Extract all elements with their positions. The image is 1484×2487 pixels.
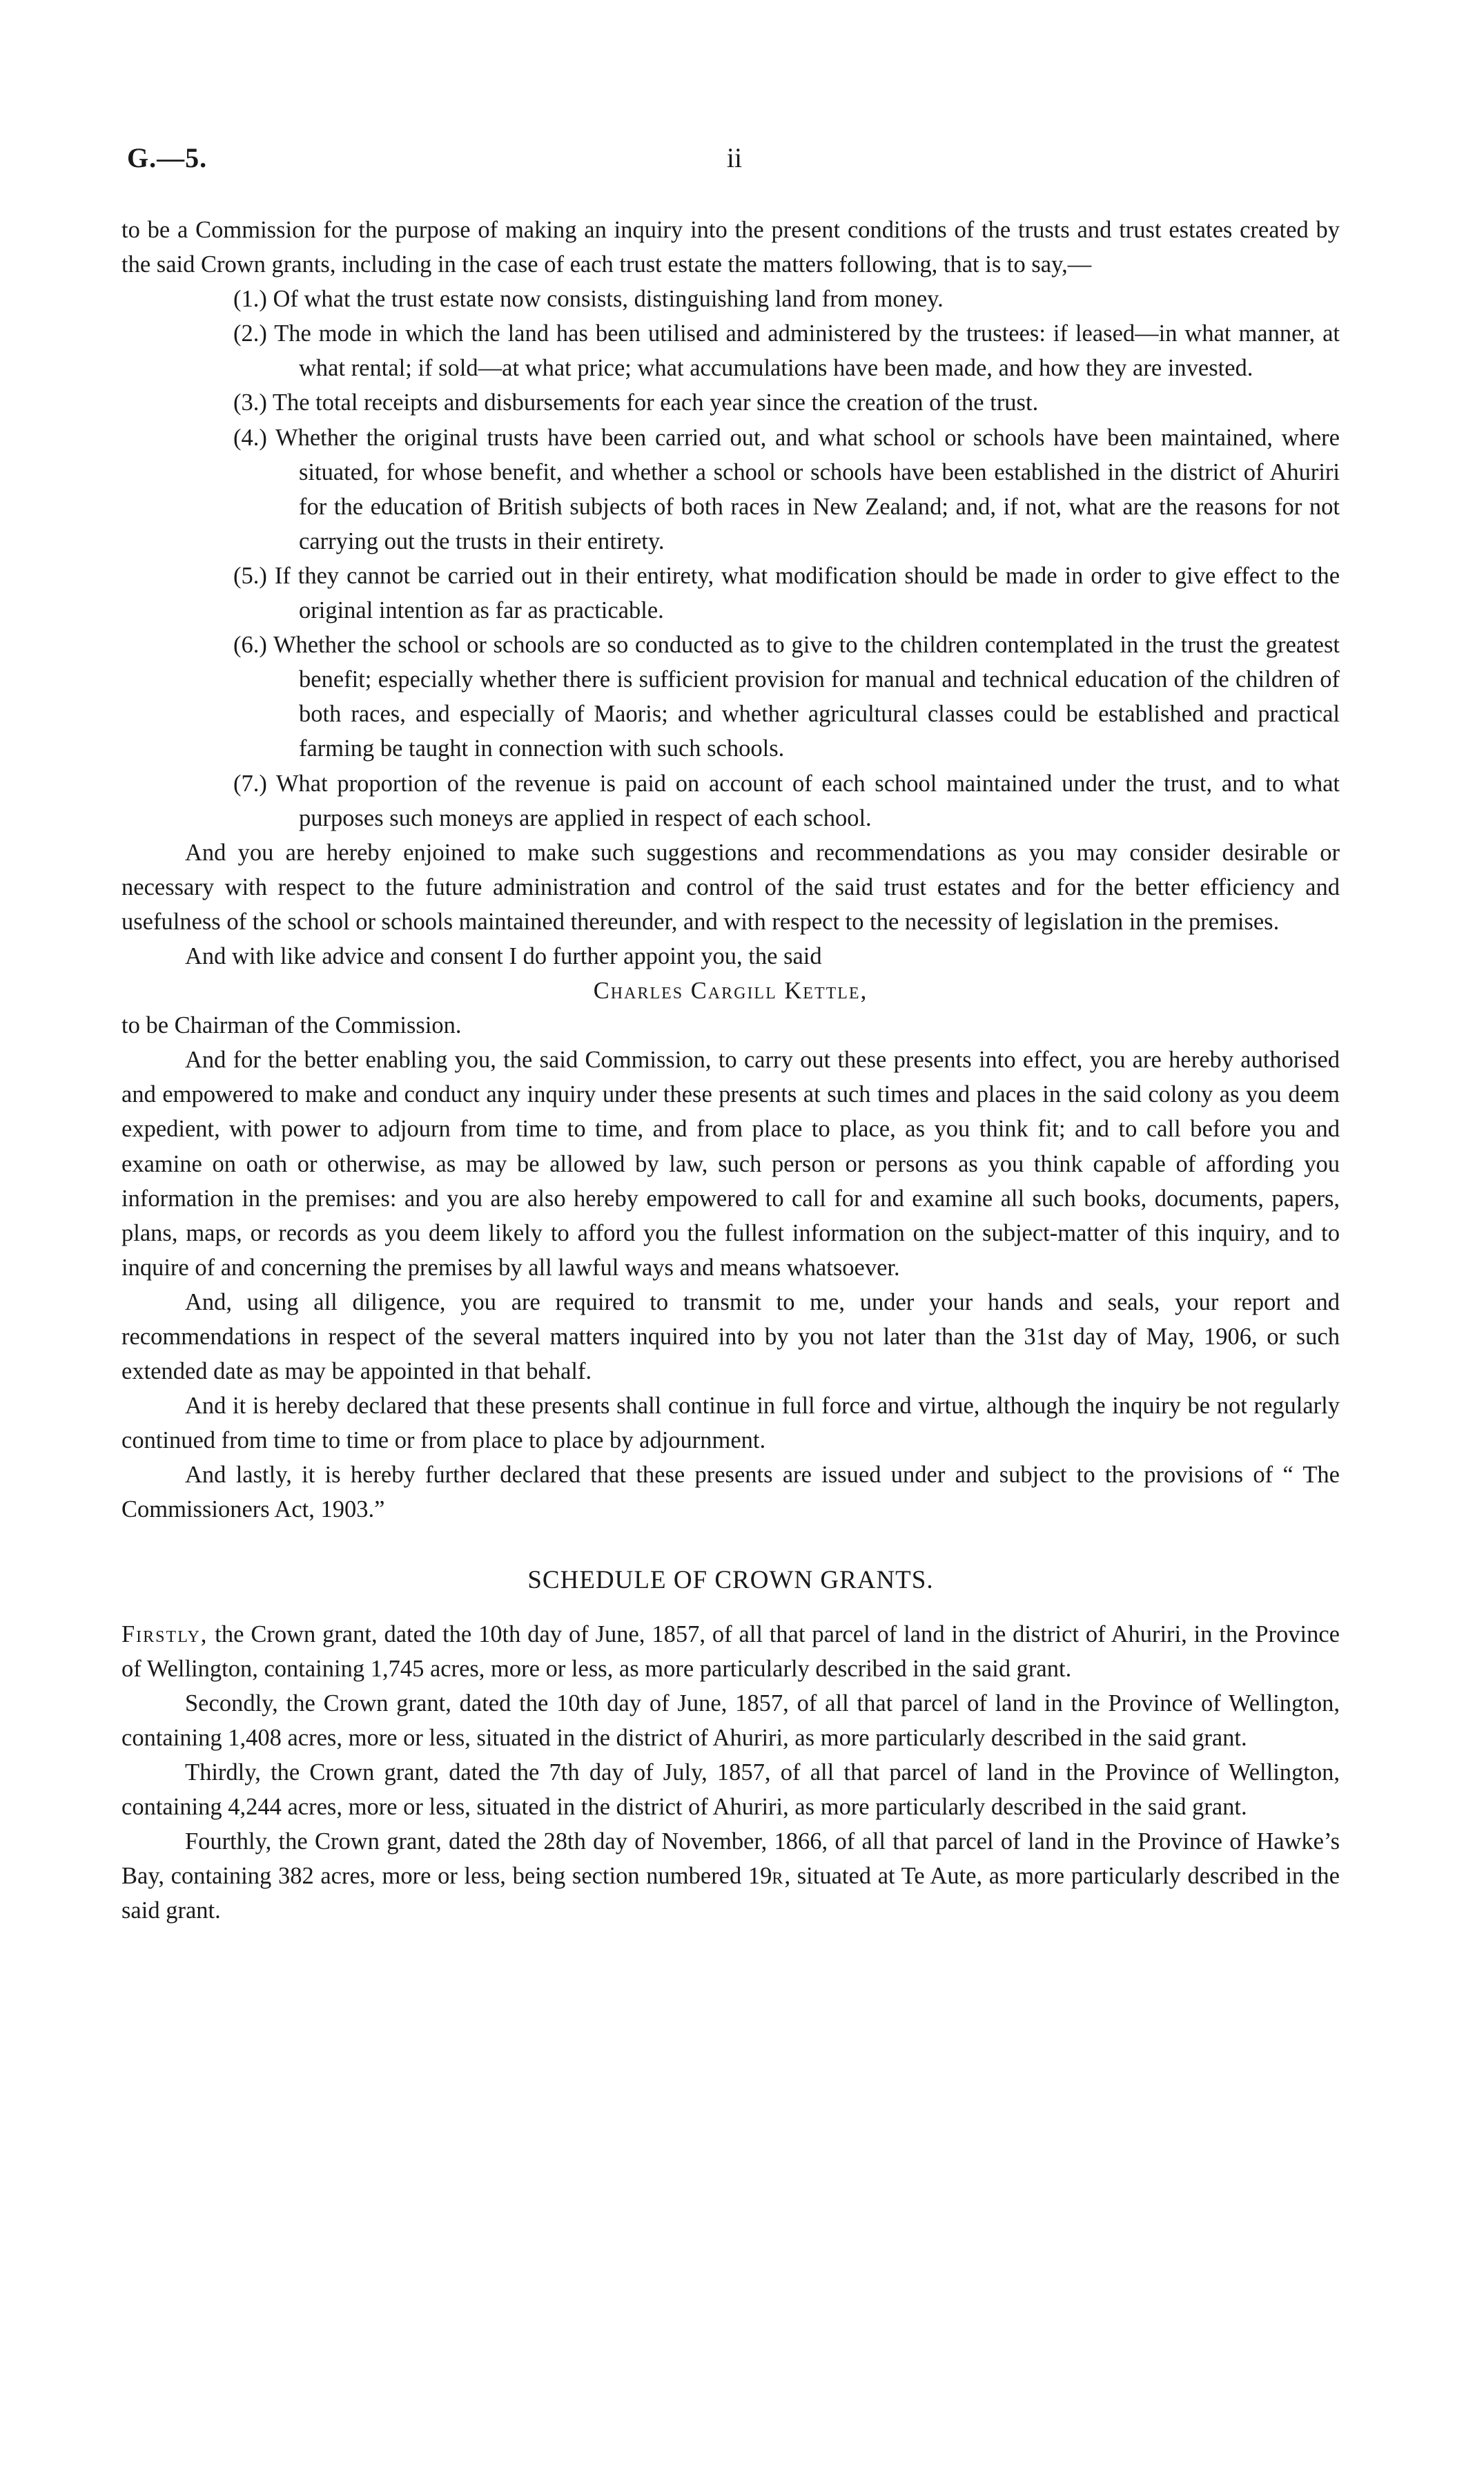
item-number: (2.)	[233, 320, 267, 347]
appoint-paragraph: And with like advice and consent I do further appoint you, the said	[185, 942, 822, 969]
fourthly-text-a: Fourthly, the Crown grant, dated the 28th day of November, 1866, of all that parcel of land in the Province of Hawke’s Bay, containing 382 acres, more or less, being section numbered 19	[121, 1828, 1340, 1890]
item-number: (4.)	[233, 424, 267, 451]
list-item	[121, 766, 1340, 835]
fourthly-text-b: , situated at Te Aute, as more particularly described in the said grant.	[121, 1863, 1340, 1924]
item-text: The total receipts and disbursements for each year since the creation of the trust.	[272, 389, 1039, 416]
lastly-paragraph: And lastly, it is hereby further declared that these presents are issued under and subject to the provisions of “ The Commissioners Act, 1903.”	[121, 1462, 1340, 1523]
list-item	[121, 282, 1340, 316]
list-item	[121, 385, 1340, 420]
chairman-name: Charles Cargill Kettle,	[593, 978, 868, 1005]
chairman-role: to be Chairman of the Commission.	[121, 1012, 462, 1039]
page-number: ii	[726, 142, 743, 173]
firstly-lead: Firstly,	[121, 1620, 208, 1647]
schedule-fourth	[121, 1824, 1340, 1928]
item-number: (7.)	[233, 770, 267, 797]
enjoined-paragraph: And you are hereby enjoined to make such suggestions and recommendations as you may consider desirable or necessary with respect to the future administration and control of the said trust estates and for the better efficiency and usefulness of the school or schools maintained thereunder, and with respect to the necessity of legislation in the premises.	[121, 839, 1340, 935]
list-item	[121, 420, 1340, 559]
schedule-third: Thirdly, the Crown grant, dated the 7th day of July, 1857, of all that parcel of land in the Province of Wellington, containing 4,244 acres, more or less, situated in the district of Ahuriri, as more particularly described in the said grant.	[121, 1759, 1340, 1821]
item-text: Of what the trust estate now consists, distinguishing land from money.	[273, 286, 944, 313]
intro-paragraph: to be a Commission for the purpose of making an inquiry into the present conditions of the trusts and trust estates created by the said Crown grants, including in the case of each trust estate the matters following, that is to say,—	[121, 217, 1340, 278]
document-body	[121, 213, 1340, 1928]
item-text: If they cannot be carried out in their entirety, what modification should be made in order to give effect to the original intention as far as practicable.	[274, 562, 1340, 624]
force-paragraph: And it is hereby declared that these presents shall continue in full force and virtue, although the inquiry be not regularly continued from time to time or from place to place by adjournment.	[121, 1393, 1340, 1454]
item-number: (5.)	[233, 562, 267, 589]
list-item	[121, 316, 1340, 385]
diligence-paragraph: And, using all diligence, you are required to transmit to me, under your hands and seals, your report and recommendations in respect of the several matters inquired into by you not later than the 31st day of May, 1906, or such extended date as may be appointed in that behalf.	[121, 1288, 1340, 1385]
schedule-heading: SCHEDULE OF CROWN GRANTS.	[527, 1565, 934, 1594]
firstly-text: the Crown grant, dated the 10th day of June, 1857, of all that parcel of land in the district of Ahuriri, in the Province of Wellington, containing 1,745 acres, more or less, as more particularly described in the said grant.	[121, 1620, 1340, 1682]
item-number: (1.)	[233, 286, 267, 313]
item-text: The mode in which the land has been utilised and administered by the trustees: if leased—in what manner, at what rental; if sold—at what price; what accumulations have been made, and how they are invested.	[274, 320, 1340, 382]
item-text: Whether the original trusts have been carried out, and what school or schools have been maintained, where situated, for whose benefit, and whether a school or schools have been established in the district of Ahuriri for the education of British subjects of both races in New Zealand; and, if not, what are the reasons for not carrying out the trusts in their entirety.	[275, 424, 1340, 554]
enabling-paragraph: And for the better enabling you, the said Commission, to carry out these presents into effect, you are hereby authorised and empowered to make and conduct any inquiry under these presents at such times and places in the said colony as you deem expedient, with power to adjourn from time to time, and from place to place, as you think fit; and to call before you and examine on oath or otherwise, as may be allowed by law, such person or persons as you think capable of affording you information in the premises: and you are also hereby empowered to call for and examine all such books, documents, papers, plans, maps, or records as you deem likely to afford you the fullest information on the subject-matter of this inquiry, and to inquire of and concerning the premises by all lawful ways and means whatsoever.	[121, 1047, 1340, 1281]
list-item	[121, 628, 1340, 766]
item-number: (3.)	[233, 389, 267, 416]
schedule-first	[121, 1617, 1340, 1686]
page-header	[127, 142, 1342, 183]
item-text: Whether the school or schools are so conducted as to give to the children contemplated in the trust the greatest benefit; especially whether there is sufficient provision for manual and technical education of the children of both races, and especially of Maoris; and whether agricultural classes could be established and practical farming be taught in connection with such schools.	[273, 632, 1340, 762]
item-number: (6.)	[233, 632, 267, 659]
document-reference: G.—5.	[127, 142, 208, 173]
section-suffix: r	[772, 1863, 785, 1890]
schedule-second: Secondly, the Crown grant, dated the 10th day of June, 1857, of all that parcel of land in the Province of Wellington, containing 1,408 acres, more or less, situated in the district of Ahuriri, as more particularly described in the said grant.	[121, 1690, 1340, 1751]
item-text: What proportion of the revenue is paid on account of each school maintained under the trust, and to what purposes such moneys are applied in respect of each school.	[275, 770, 1340, 831]
list-item	[121, 559, 1340, 628]
